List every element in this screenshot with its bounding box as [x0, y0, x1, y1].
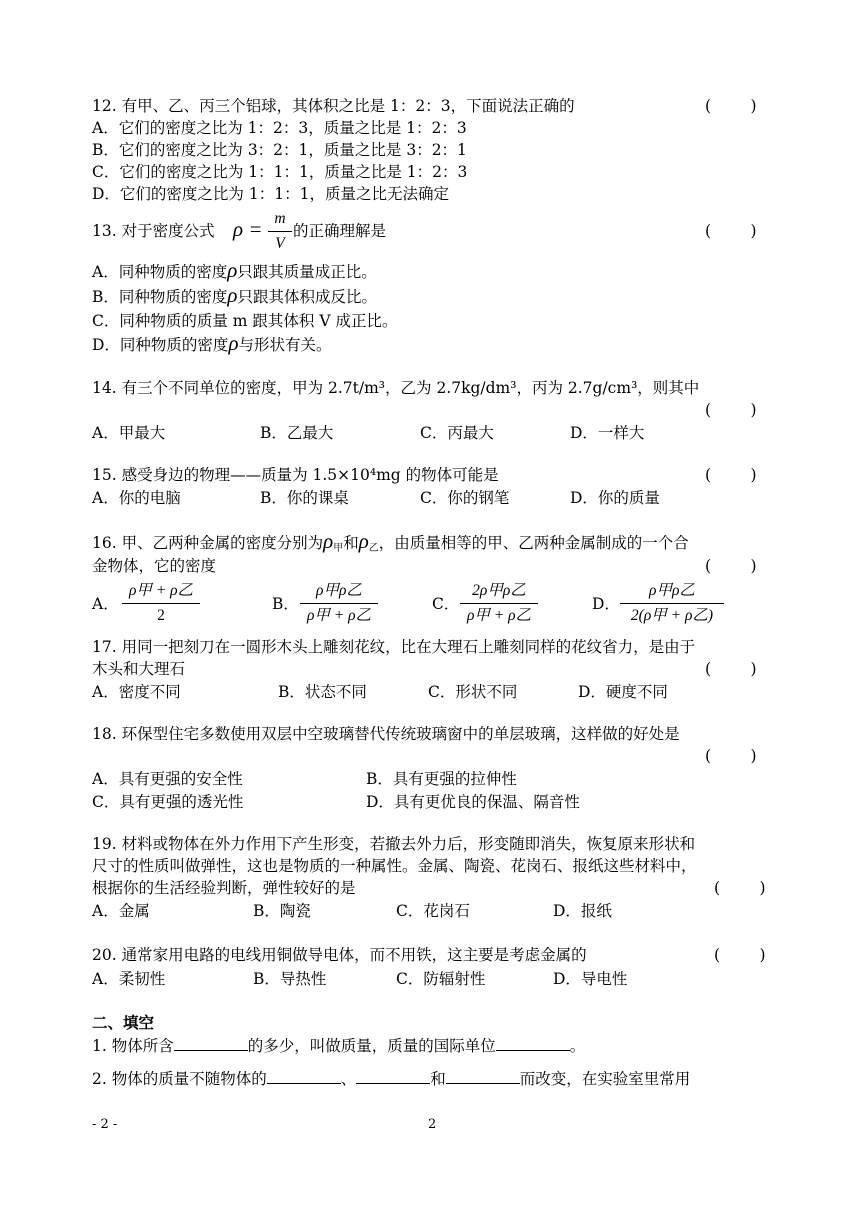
q14-option-a: A．甲最大	[92, 424, 166, 442]
fill2-text-c: 和	[430, 1070, 446, 1088]
q13-option-d-pre: D．同种物质的密度	[92, 336, 229, 354]
q12-stem: 12. 有甲、乙、丙三个铝球，其体积之比是 1：2：3，下面说法正确的	[92, 97, 575, 115]
q18-stem: 18. 环保型住宅多数使用双层中空玻璃替代传统玻璃窗中的单层玻璃，这样做的好处是	[92, 725, 680, 743]
q16-option-d-label: D．	[592, 595, 620, 613]
q13-option-a	[92, 260, 377, 282]
q13-option-a-post: 只跟其质量成正比。	[237, 263, 377, 281]
q16-option-b-fraction	[300, 580, 378, 627]
q15-option-d: D．你的质量	[570, 489, 660, 507]
q19-stem: 19. 材料或物体在外力作用下产生形变，若撤去外力后，形变随即消失，恢复原来形状和	[92, 835, 696, 853]
q13-stem-post: 的正确理解是	[293, 222, 387, 240]
q13-option-a-pre: A．同种物质的密度	[92, 263, 228, 281]
q20-option-c: C．防辐射性	[396, 970, 486, 988]
q13-formula-lhs: ρ =	[233, 217, 263, 241]
q16-stem	[92, 531, 689, 559]
fill2-blank-3[interactable]	[446, 1069, 520, 1084]
q12-option-c: C．它们的密度之比为 1：1：1，质量之比是 1：2：3	[92, 163, 468, 181]
q20-option-a: A．柔韧性	[92, 970, 166, 988]
q18-option-c: C．具有更强的透光性	[92, 793, 244, 811]
q17-option-d: D．硬度不同	[578, 683, 668, 701]
q19-stem-line2: 尺寸的性质叫做弹性，这也是物质的一种属性。金属、陶瓷、花岗石、报纸这些材料中，	[92, 857, 697, 875]
q16-option-d-num: ρ甲ρ乙	[620, 580, 724, 604]
fill2-blank-2[interactable]	[356, 1069, 430, 1084]
q20-option-b: B．导热性	[253, 970, 327, 988]
q16-option-b-den: ρ甲 + ρ乙	[306, 607, 372, 624]
q20-answer-paren: ( )	[714, 946, 766, 964]
rho-symbol: ρ	[228, 331, 239, 355]
q16-stem-line2: 金物体，它的密度	[92, 557, 217, 575]
section-heading: 二、填空	[92, 1013, 155, 1032]
q13-formula-fraction	[268, 208, 292, 255]
q16-answer-paren: ( )	[705, 557, 757, 575]
q15-option-a: A．你的电脑	[92, 489, 181, 507]
q17-option-b: B．状态不同	[278, 683, 367, 701]
q14-option-b: B．乙最大	[260, 424, 334, 442]
fill1-text-c: 。	[569, 1037, 586, 1055]
q17-stem-line2: 木头和大理石	[92, 660, 186, 678]
q13-option-b-post: 只跟其体积成反比。	[237, 288, 378, 306]
q13-stem-pre: 13. 对于密度公式	[92, 222, 215, 240]
fill-question-2	[92, 1069, 690, 1089]
page-footer-left: - 2 -	[92, 1117, 118, 1132]
q13-option-b-pre: B．同种物质的密度	[92, 288, 228, 306]
q14-option-d: D．一样大	[570, 424, 645, 442]
q16-option-c-den: ρ甲 + ρ乙	[466, 607, 532, 624]
q16-stem-pre: 16. 甲、乙两种金属的密度分别为	[92, 534, 324, 552]
q17-answer-paren: ( )	[705, 660, 757, 678]
q14-stem: 14. 有三个不同单位的密度，甲为 2.7t/m³，乙为 2.7kg/dm³，丙为 2.7g/cm³，则其中	[92, 379, 700, 397]
q15-answer-paren: ( )	[705, 466, 757, 484]
fill1-text-b: 的多少，叫做质量，质量的国际单位	[247, 1037, 496, 1055]
q12-option-d: D．它们的密度之比为 1：1：1，质量之比无法确定	[92, 185, 449, 203]
q18-option-b: B．具有更强的拉伸性	[366, 770, 517, 788]
q20-stem: 20. 通常家用电路的电线用铜做导电体，而不用铁，这主要是考虑金属的	[92, 946, 587, 964]
q12-option-a: A．它们的密度之比为 1：2：3，质量之比是 1：2：3	[92, 119, 467, 137]
q20-option-d: D．导电性	[553, 970, 628, 988]
q17-stem: 17. 用同一把刻刀在一圆形木头上雕刻花纹，比在大理石上雕刻同样的花纹省力，是由于	[92, 638, 696, 656]
q19-answer-paren: ( )	[714, 879, 766, 897]
q13-option-c: C．同种物质的质量 m 跟其体积 V 成正比。	[92, 312, 398, 330]
q19-option-a: A．金属	[92, 902, 150, 920]
q16-and: 和	[343, 534, 359, 552]
q17-option-a: A．密度不同	[92, 683, 181, 701]
q13-formula-den: V	[275, 235, 285, 252]
q16-sub-jia: 甲	[333, 543, 344, 554]
q13-option-d	[92, 333, 332, 355]
q14-option-c: C．丙最大	[420, 424, 494, 442]
fill-question-1	[92, 1036, 585, 1056]
q16-option-d-den: 2(ρ甲 + ρ乙)	[630, 607, 714, 624]
fill1-text-a: 1. 物体所含	[92, 1037, 174, 1055]
q18-option-d: D．具有更优良的保温、隔音性	[366, 793, 580, 811]
q13-option-b	[92, 285, 377, 307]
q19-stem-line3: 根据你的生活经验判断，弹性较好的是	[92, 879, 356, 897]
q19-option-c: C．花岗石	[396, 902, 470, 920]
q16-option-b-num: ρ甲ρ乙	[300, 580, 378, 604]
q18-answer-paren: ( )	[705, 747, 757, 765]
q16-option-a-num: ρ甲 + ρ乙	[122, 580, 200, 604]
page-number: 2	[428, 1117, 437, 1132]
rho-symbol: ρ	[358, 529, 369, 553]
q12-option-b: B．它们的密度之比为 3：2：1，质量之比是 3：2：1	[92, 141, 467, 159]
q15-stem: 15. 感受身边的物理——质量为 1.5×10⁴mg 的物体可能是	[92, 466, 499, 484]
q13-formula-num: m	[268, 208, 292, 232]
q16-sub-yi: 乙	[368, 543, 379, 554]
q16-option-d-fraction	[620, 580, 724, 627]
fill2-text-b: 、	[340, 1070, 357, 1088]
q17-option-c: C．形状不同	[428, 683, 518, 701]
rho-symbol: ρ	[227, 283, 238, 307]
rho-symbol: ρ	[323, 529, 334, 553]
q18-option-a: A．具有更强的安全性	[92, 770, 243, 788]
fill2-blank-1[interactable]	[267, 1069, 341, 1084]
q16-option-c-num: 2ρ甲ρ乙	[460, 580, 538, 604]
q16-option-c-label: C．	[432, 595, 460, 613]
q13-option-d-post: 与形状有关。	[238, 336, 332, 354]
q16-option-c-fraction	[460, 580, 538, 627]
q16-option-a-label: A．	[92, 595, 119, 613]
q19-option-d: D．报纸	[553, 902, 612, 920]
q16-option-a-den: 2	[157, 607, 165, 624]
q16-stem-post: ，由质量相等的甲、乙两种金属制成的一个合	[378, 534, 689, 552]
q13-answer-paren: ( )	[705, 222, 757, 240]
q12-answer-paren: ( )	[705, 97, 757, 115]
q16-option-b-label: B．	[272, 595, 299, 613]
fill2-text-d: 而改变，在实验室里常用	[519, 1070, 691, 1088]
fill1-blank-2[interactable]	[496, 1036, 570, 1051]
q15-option-c: C．你的钢笔	[420, 489, 510, 507]
q15-option-b: B．你的课桌	[260, 489, 349, 507]
rho-symbol: ρ	[227, 258, 238, 282]
fill2-text-a: 2. 物体的质量不随物体的	[92, 1070, 267, 1088]
q14-answer-paren: ( )	[705, 401, 757, 419]
q19-option-b: B．陶瓷	[253, 902, 311, 920]
q16-option-a-fraction	[122, 580, 200, 627]
fill1-blank-1[interactable]	[174, 1036, 248, 1051]
